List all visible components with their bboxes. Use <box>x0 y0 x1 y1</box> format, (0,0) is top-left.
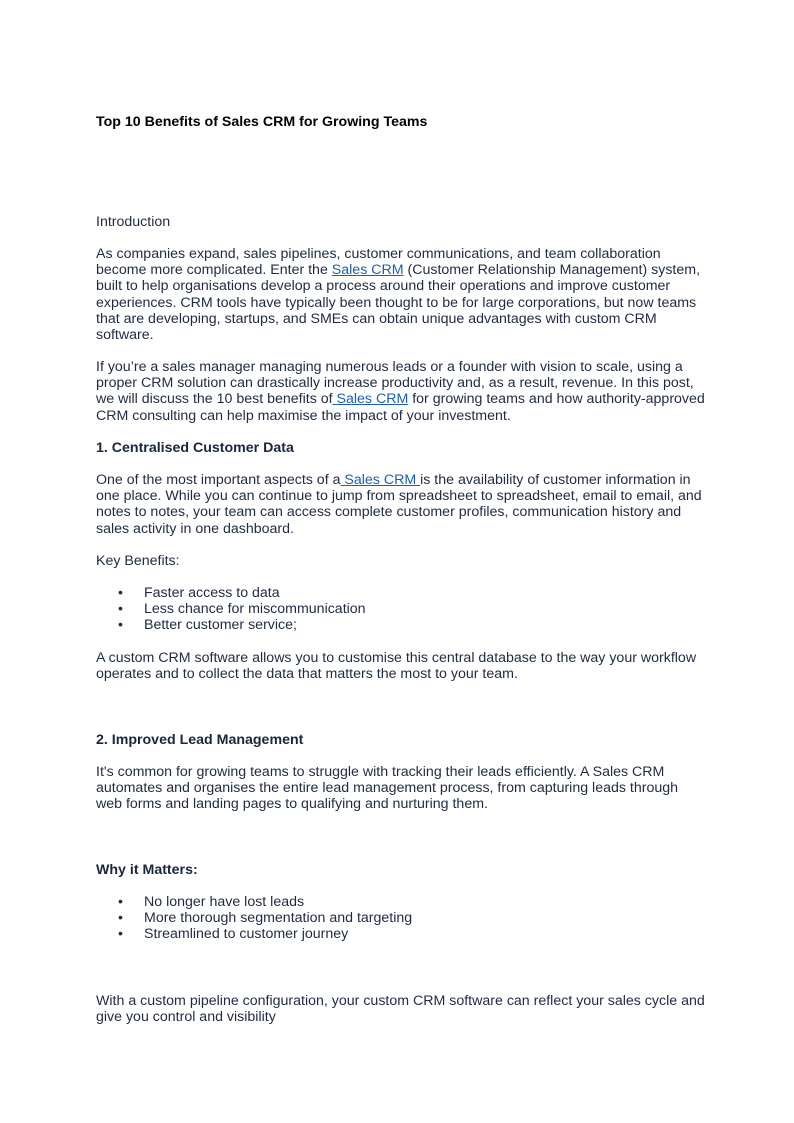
intro-paragraph-1 <box>96 246 706 343</box>
list-item <box>96 601 706 617</box>
list-item <box>96 894 706 910</box>
text-run: One of the most important aspects of a <box>96 472 341 488</box>
section-2-paragraph: It's common for growing teams to struggle with tracking their leads efficiently. A Sales CRM automates and organises the entire lead management process, from capturing leads through web forms and landing pages to qualifying and nurturing them. <box>96 764 679 813</box>
section-1-heading: 1. Centralised Customer Data <box>96 440 294 456</box>
text-run: is the availability of customer information in one place. While you can continue to jump from spreadsheet to spreadsheet, email to email, and notes to notes, your team can access complete customer profiles, communication history and sales activity in one dashboard. <box>96 472 702 537</box>
sales-crm-link[interactable]: Sales CRM <box>340 472 421 488</box>
bullet-icon: • <box>118 926 123 943</box>
key-benefits-list <box>96 585 706 634</box>
list-item-text: Less chance for miscommunication <box>144 601 366 618</box>
key-benefits-label: Key Benefits: <box>96 553 180 569</box>
section-1-closing: A custom CRM software allows you to customise this central database to the way your workflow operates and to collect the data that matters the most to your team. <box>96 650 697 683</box>
list-item <box>96 585 706 601</box>
bullet-icon: • <box>118 910 123 927</box>
text-run: As companies expand, sales pipelines, customer communications, and team collaboration become more complicated. Enter the <box>96 246 661 279</box>
section-2-heading: 2. Improved Lead Management <box>96 732 304 748</box>
list-item <box>96 926 706 942</box>
text-run: (Customer Relationship Management) system, built to help organisations develop a process around their operations and improve customer experiences. CRM tools have typically been thought to be for large corporations, but now teams that are developing, startups, and SMEs can obtain unique advantages with custom CRM software. <box>96 262 701 344</box>
list-item <box>96 617 706 633</box>
list-item-text: Streamlined to customer journey <box>144 926 349 943</box>
section-1-paragraph <box>96 472 706 537</box>
bullet-icon: • <box>118 894 123 910</box>
intro-paragraph-2 <box>96 359 706 424</box>
why-it-matters-list <box>96 894 706 943</box>
text-run: for growing teams and how authority-approved CRM consulting can help maximise the impact of your investment. <box>96 391 705 424</box>
list-item-text: More thorough segmentation and targeting <box>144 910 413 927</box>
bullet-icon: • <box>118 585 123 601</box>
sales-crm-link[interactable]: Sales CRM <box>332 391 409 408</box>
intro-heading: Introduction <box>96 214 171 230</box>
why-it-matters-label: Why it Matters: <box>96 862 198 878</box>
section-2-closing: With a custom pipeline configuration, your custom CRM software can reflect your sales cycle and give you control and visibility <box>96 993 705 1026</box>
list-item-text: No longer have lost leads <box>144 894 305 910</box>
list-item-text: Better customer service; <box>144 617 297 634</box>
bullet-icon: • <box>118 601 123 618</box>
list-item-text: Faster access to data <box>144 585 280 601</box>
sales-crm-link[interactable]: Sales CRM <box>331 262 404 279</box>
list-item <box>96 910 706 926</box>
text-run: If you’re a sales manager managing numerous leads or a founder with vision to scale, using a proper CRM solution can drastically increase productivity and, as a result, revenue. In this post, we will discuss the 10 best benefits of <box>96 359 694 408</box>
bullet-icon: • <box>118 617 123 634</box>
document-title: Top 10 Benefits of Sales CRM for Growing Teams <box>96 114 428 130</box>
